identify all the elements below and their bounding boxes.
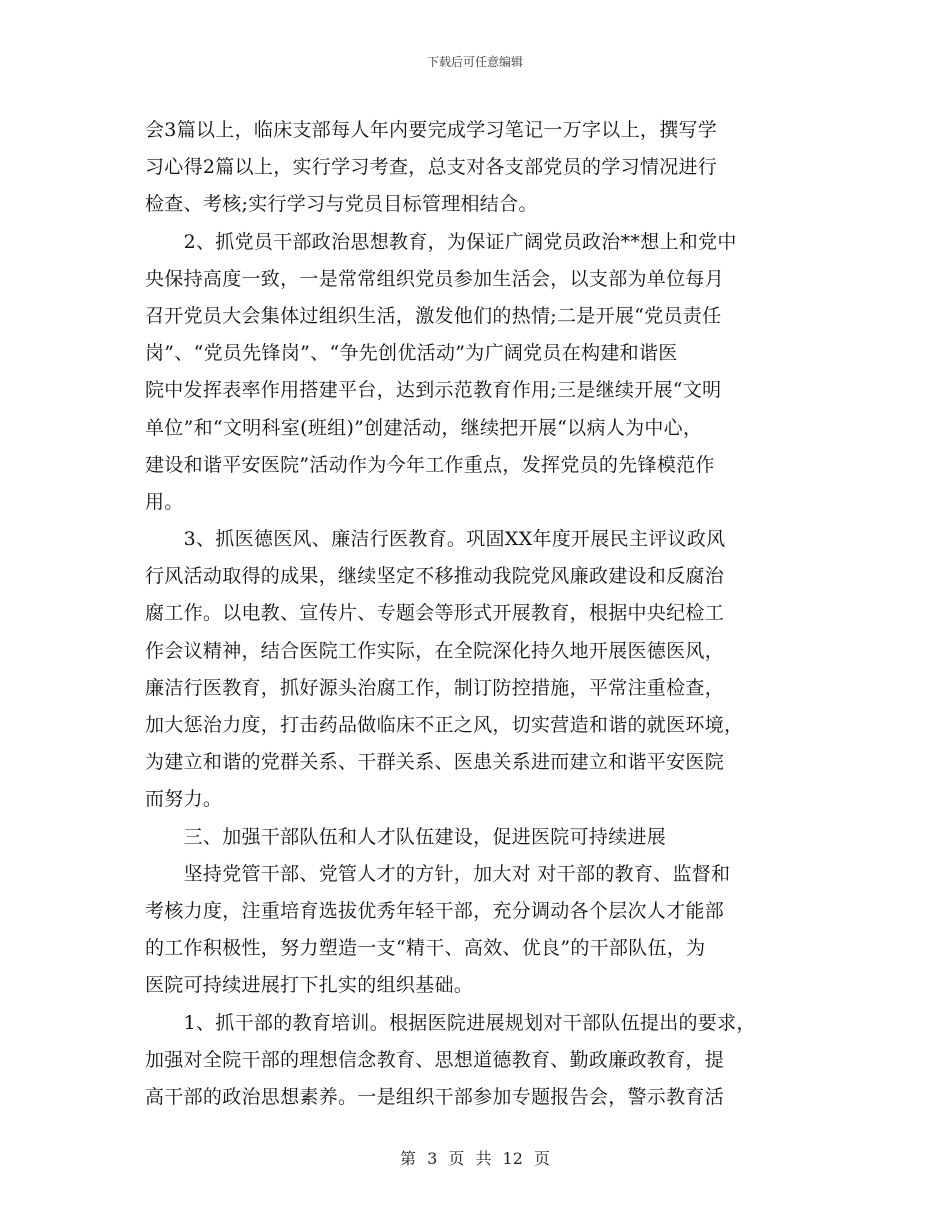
body-line: 习心得2篇以上，实行学习考查，总支对各支部党员的学习情况进行 — [145, 156, 718, 179]
body-line: 岗”、“党员先锋岗”、“争先创优活动”为广阔党员在构建和谐医 — [145, 342, 678, 365]
body-line: 坚持党管干部、党管人才的方针，加大对 对干部的教育、监督和 — [145, 862, 731, 885]
body-line: 高干部的政治思想素养。一是组织干部参加专题报告会，警示教育活 — [145, 1085, 725, 1108]
body-line: 会3篇以上，临床支部每人年内要完成学习笔记一万字以上，撰写学 — [145, 119, 718, 141]
page-number-footer: 第 3 页 共 12 页 — [400, 1149, 550, 1168]
body-line: 2、抓党员干部政治思想教育，为保证广阔党员政治**想上和党中 — [145, 230, 737, 253]
body-line: 考核力度，注重培育选拔优秀年轻干部，充分调动各个层次人才能部 — [145, 899, 725, 922]
body-line: 加强对全院干部的理想信念教育、思想道德教育、勤政廉政教育，提 — [145, 1048, 725, 1071]
body-line: 行风活动取得的成果，继续坚定不移推动我院党风廉政建设和反腐治 — [145, 565, 725, 588]
body-line: 用。 — [145, 490, 184, 513]
document-body — [145, 112, 825, 1116]
body-line: 院中发挥表率作用搭建平台，达到示范教育作用;三是继续开展“文明 — [145, 379, 722, 402]
body-line: 3、抓医德医风、廉洁行医教育。巩固XX年度开展民主评议政风 — [145, 528, 726, 551]
body-line: 召开党员大会集体过组织生活，激发他们的热情;二是开展“党员责任 — [145, 304, 722, 327]
body-line: 建设和谐平安医院”活动作为今年工作重点，发挥党员的先锋模范作 — [145, 453, 715, 476]
body-line: 作会议精神，结合医院工作实际，在全院深化持久地开展医德医风， — [145, 639, 725, 662]
body-line: 三、加强干部队伍和人才队伍建设，促进医院可持续进展 — [145, 825, 667, 848]
page-header: 下载后可任意编辑 — [426, 55, 523, 69]
body-line: 的工作积极性，努力塑造一支“精干、高效、优良”的干部队伍，为 — [145, 937, 706, 960]
body-line: 医院可持续进展打下扎实的组织基础。 — [145, 974, 474, 997]
body-line: 而努力。 — [145, 788, 223, 811]
body-line: 腐工作。以电教、宣传片、专题会等形式开展教育，根据中央纪检工 — [145, 602, 725, 625]
body-line: 检查、考核;实行学习与党员目标管理相结合。 — [145, 193, 538, 216]
body-line: 为建立和谐的党群关系、干群关系、医患关系进而建立和谐平安医院 — [145, 751, 725, 774]
body-line: 单位”和“文明科室(班组)”创建活动，继续把开展“以病人为中心， — [145, 416, 703, 439]
body-line: 加大惩治力度，打击药品做临床不正之风，切实营造和谐的就医环境， — [145, 714, 744, 736]
body-line: 央保持高度一致，一是常常组织党员参加生活会，以支部为单位每月 — [145, 267, 725, 290]
body-line: 1、抓干部的教育培训。根据医院进展规划对干部队伍提出的要求， — [145, 1011, 756, 1034]
body-line: 廉洁行医教育，抓好源头治腐工作，制订防控措施，平常注重检查， — [145, 676, 725, 699]
